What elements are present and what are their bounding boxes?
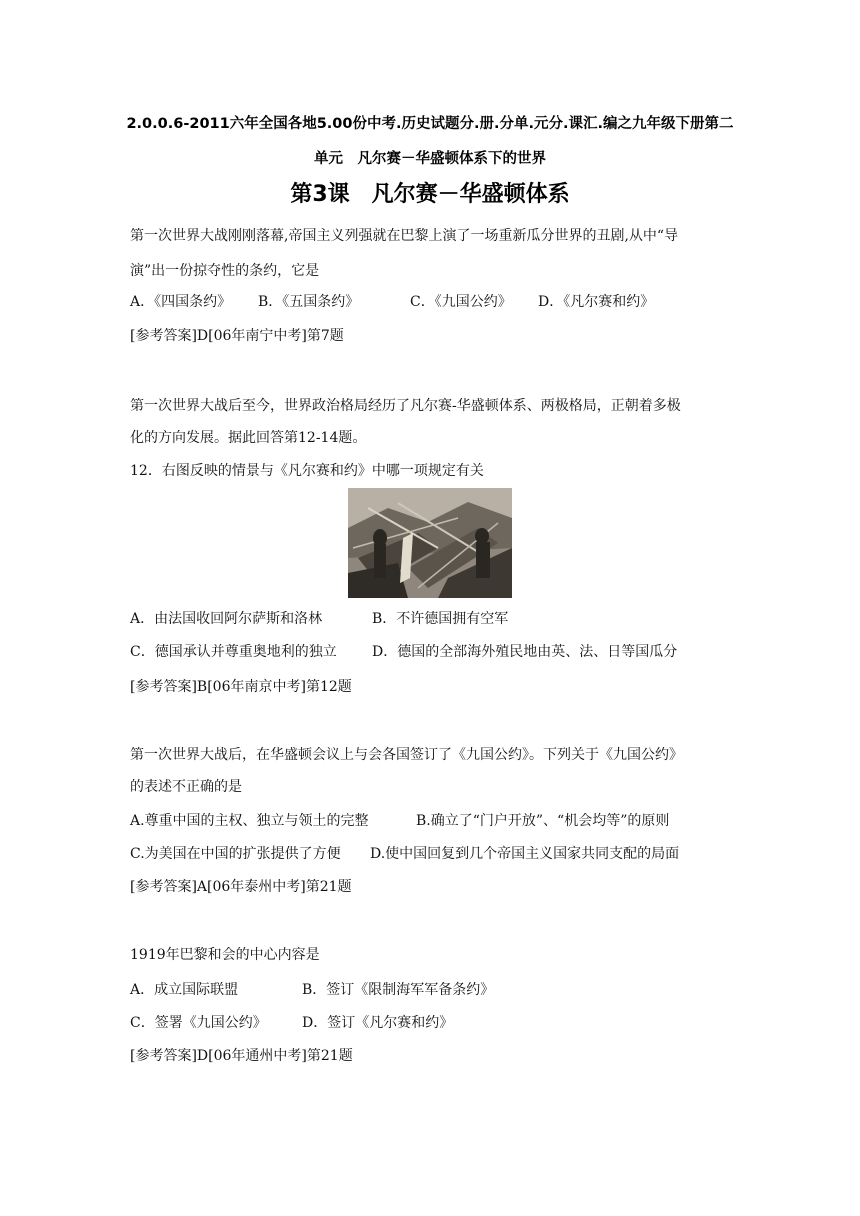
q2-option-c: C．德国承认并尊重奥地利的独立: [130, 644, 337, 660]
q3-options-row2: [130, 844, 740, 864]
q3-stem-line1: 第一次世界大战后，在华盛顿会议上与会各国签订了《九国公约》。下列关于《九国公约》: [130, 747, 683, 763]
q4-option-d: D．签订《凡尔赛和约》: [302, 1015, 454, 1031]
lesson-title: 第3课 凡尔赛－华盛顿体系: [290, 182, 570, 207]
q2-answer: [参考答案]B[06年南京中考]第12题: [130, 679, 352, 695]
q3-options-row1: [130, 811, 740, 831]
q4-option-a: A．成立国际联盟: [130, 982, 239, 998]
historical-photo: [348, 488, 512, 598]
q2-option-b: B．不许德国拥有空军: [372, 611, 509, 627]
document-header-line1: 2.0.0.6-2011六年全国各地5.00份中考.历史试题分.册.分单.元分.课汇.编之九年级下册第二: [126, 116, 734, 132]
q2-intro-line2: 化的方向发展。据此回答第12-14题。: [130, 430, 367, 446]
q4-stem: 1919年巴黎和会的中心内容是: [130, 947, 320, 963]
q2-stem: 12．右图反映的情景与《凡尔赛和约》中哪一项规定有关: [130, 463, 484, 479]
q3-option-d: D.使中国回复到几个帝国主义国家共同支配的局面: [370, 846, 680, 862]
q1-option-c: C．《九国公约》: [410, 294, 512, 310]
q2-options-row2: [130, 642, 740, 662]
q1-options: [130, 292, 740, 312]
q1-stem-line2: 演”出一份掠夺性的条约，它是: [130, 263, 320, 279]
q2-option-d: D．德国的全部海外殖民地由英、法、日等国瓜分: [372, 644, 678, 660]
document-header-line2: 单元 凡尔赛－华盛顿体系下的世界: [314, 151, 546, 167]
q2-option-a: A．由法国收回阿尔萨斯和洛林: [130, 611, 323, 627]
q2-intro-line1: 第一次世界大战后至今，世界政治格局经历了凡尔赛-华盛顿体系、两极格局，正朝着多极: [130, 398, 681, 414]
q1-option-d: D．《凡尔赛和约》: [538, 294, 655, 310]
historical-photo-image: [348, 488, 512, 598]
q1-option-a: A．《四国条约》: [130, 294, 232, 310]
q3-option-a: A.尊重中国的主权、独立与领土的完整: [130, 813, 369, 829]
q4-option-c: C．签署《九国公约》: [130, 1015, 267, 1031]
q4-options-row1: [130, 980, 740, 1000]
q1-option-b: B．《五国条约》: [258, 294, 360, 310]
q3-option-c: C.为美国在中国的扩张提供了方便: [130, 846, 341, 862]
q3-stem-line2: 的表述不正确的是: [130, 779, 242, 795]
q4-option-b: B．签订《限制海军军备条约》: [302, 982, 495, 998]
q1-answer: [参考答案]D[06年南宁中考]第7题: [130, 328, 344, 344]
q2-options-row1: [130, 609, 740, 629]
q4-options-row2: [130, 1013, 740, 1033]
q3-option-b: B.确立了“门户开放”、“机会均等”的原则: [416, 813, 670, 829]
q3-answer: [参考答案]A[06年泰州中考]第21题: [130, 879, 352, 895]
q4-answer: [参考答案]D[06年通州中考]第21题: [130, 1048, 353, 1064]
q1-stem-line1: 第一次世界大战刚刚落幕,帝国主义列强就在巴黎上演了一场重新瓜分世界的丑剧,从中“导: [130, 228, 679, 244]
